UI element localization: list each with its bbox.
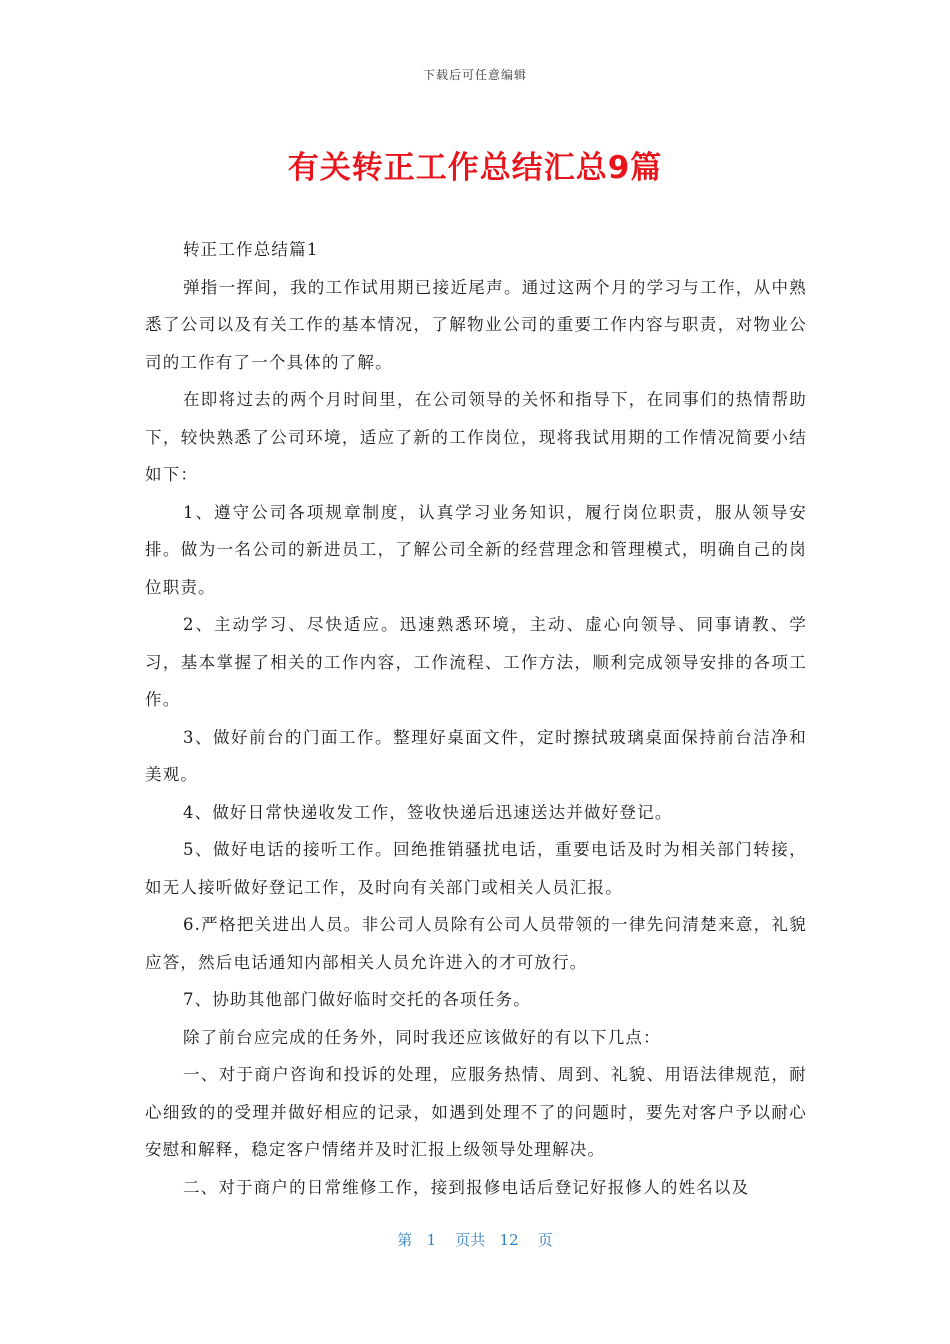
paragraph: 弹指一挥间，我的工作试用期已接近尾声。通过这两个月的学习与工作，从中熟悉了公司以及有关工作的基本情况，了解物业公司的重要工作内容与职责，对物业公司的工作有了一个具体的了解。: [145, 277, 807, 372]
document-title: 有关转正工作总结汇总9篇: [287, 150, 663, 186]
total-pages-number: 12: [499, 1231, 519, 1249]
footer-prefix: 第: [397, 1231, 413, 1249]
page-footer: [0, 1229, 950, 1250]
current-page-number: 1: [426, 1231, 437, 1249]
paragraph: 2、主动学习、尽快适应。迅速熟悉环境，主动、虚心向领导、同事请教、学习，基本掌握了相关的工作内容，工作流程、工作方法，顺利完成领导安排的各项工作。: [145, 615, 807, 709]
paragraph: 除了前台应完成的任务外，同时我还应该做好的有以下几点：: [182, 1027, 661, 1047]
section-heading: 转正工作总结篇1: [182, 240, 319, 259]
paragraph: 一、对于商户咨询和投诉的处理，应服务热情、周到、礼貌、用语法律规范，耐心细致的的受理并做好相应的记录，如遇到处理不了的问题时，要先对客户予以耐心安慰和解释，稳定客户情绪并及时汇报上级领导处理解决。: [145, 1065, 807, 1159]
footer-middle: 页共: [455, 1231, 486, 1249]
paragraph: 6.严格把关进出人员。非公司人员除有公司人员带领的一律先问清楚来意，礼貌应答，然后电话通知内部相关人员允许进入的才可放行。: [145, 915, 807, 972]
paragraph: 4、做好日常快递收发工作，签收快递后迅速送达并做好登记。: [182, 802, 673, 822]
paragraph: 5、做好电话的接听工作。回绝推销骚扰电话，重要电话及时为相关部门转接，如无人接听做好登记工作，及时向有关部门或相关人员汇报。: [145, 840, 807, 897]
paragraph: 3、做好前台的门面工作。整理好桌面文件，定时擦拭玻璃桌面保持前台洁净和美观。: [145, 727, 807, 784]
paragraph: 二、对于商户的日常维修工作，接到报修电话后登记好报修人的姓名以及: [182, 1177, 750, 1197]
paragraph: 在即将过去的两个月时间里，在公司领导的关怀和指导下，在同事们的热情帮助下，较快熟悉了公司环境，适应了新的工作岗位，现将我试用期的工作情况简要小结如下：: [145, 390, 807, 484]
document-body: [145, 231, 807, 1206]
header-note: 下载后可任意编辑: [422, 68, 527, 82]
footer-suffix: 页: [537, 1231, 553, 1249]
paragraph: 1、遵守公司各项规章制度，认真学习业务知识，履行岗位职责，服从领导安排。做为一名公司的新进员工，了解公司全新的经营理念和管理模式，明确自己的岗位职责。: [145, 502, 807, 597]
paragraph: 7、协助其他部门做好临时交托的各项任务。: [182, 990, 531, 1009]
